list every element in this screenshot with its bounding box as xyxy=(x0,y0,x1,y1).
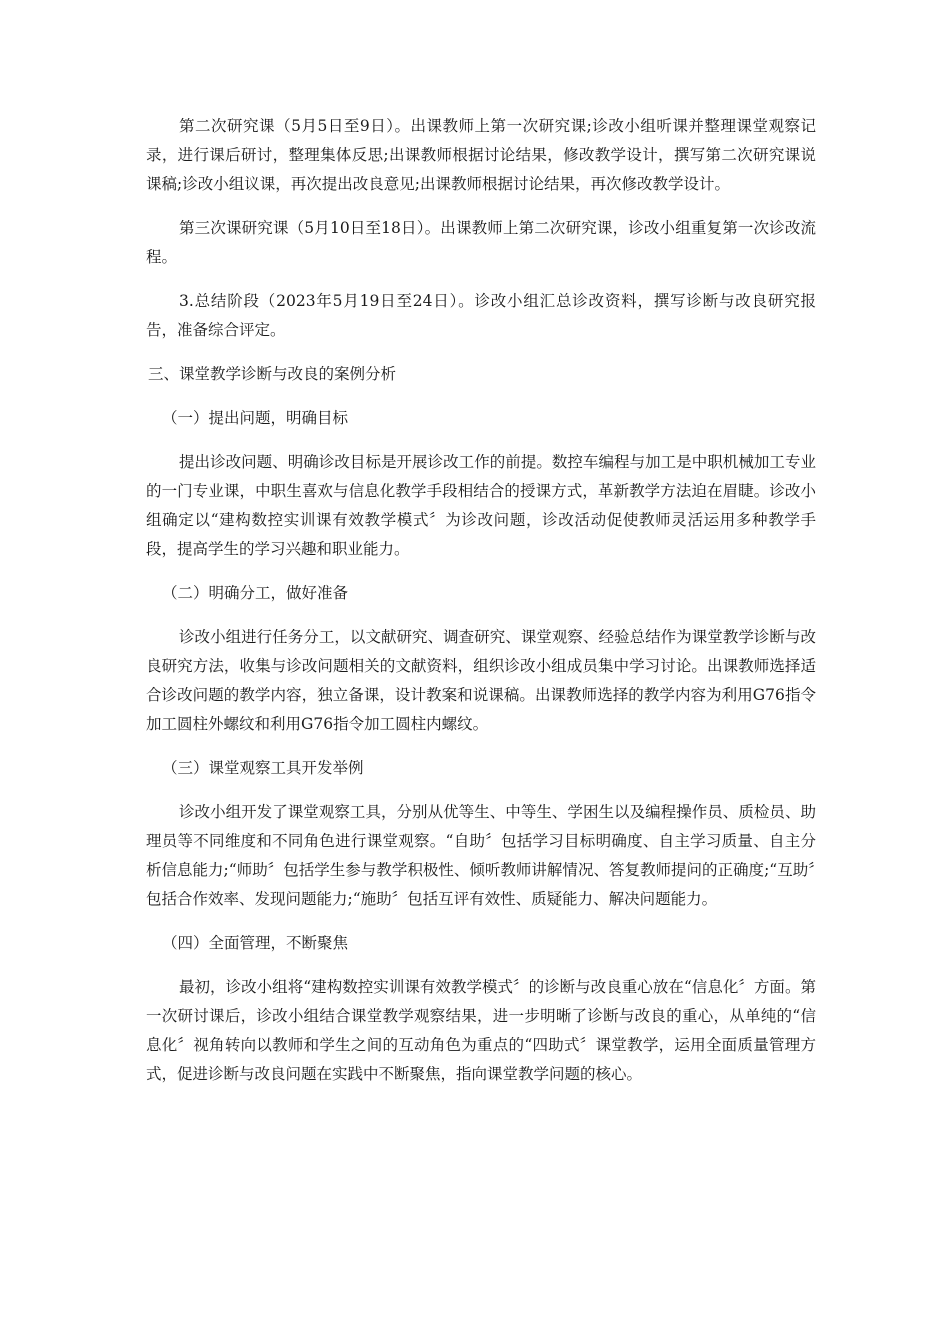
subsection-heading-4: （四）全面管理，不断聚焦 xyxy=(162,934,349,952)
paragraph-subsection-1: 提出诊改问题、明确诊改目标是开展诊改工作的前提。数控车编程与加工是中职机械加工专业的一门专业课，中职生喜欢与信息化教学手段相结合的授课方式，革新教学方法迫在眉睫。诊改小组确定以“建构数控实训课有效教学模式〞为诊改问题，诊改活动促使教师灵活运用多种教学手段，提高学生的学习兴趣和职业能力。 xyxy=(146,453,816,558)
subsection-heading-1: （一）提出问题，明确目标 xyxy=(162,409,349,427)
paragraph-summary-stage: 3.总结阶段（2023年5月19日至24日）。诊改小组汇总诊改资料，撰写诊断与改良研究报告，准备综合评定。 xyxy=(146,292,816,339)
subsection-heading-3: （三）课堂观察工具开发举例 xyxy=(162,759,364,777)
paragraph-third-research-class: 第三次课研究课（5月10日至18日）。出课教师上第二次研究课，诊改小组重复第一次诊改流程。 xyxy=(146,219,816,266)
paragraph-subsection-2: 诊改小组进行任务分工，以文献研究、调查研究、课堂观察、经验总结作为课堂教学诊断与改良研究方法，收集与诊改问题相关的文献资料，组织诊改小组成员集中学习讨论。出课教师选择适合诊改问题的教学内容，独立备课，设计教案和说课稿。出课教师选择的教学内容为利用G76指令加工圆柱外螺纹和利用G76指令加工圆柱内螺纹。 xyxy=(146,628,816,733)
subsection-heading-2: （二）明确分工，做好准备 xyxy=(162,584,349,602)
document-page xyxy=(146,112,816,1104)
section-heading-case-analysis: 三、课堂教学诊断与改良的案例分析 xyxy=(148,365,397,383)
paragraph-subsection-4: 最初，诊改小组将“建构数控实训课有效教学模式〞的诊断与改良重心放在“信息化〞方面。第一次研讨课后，诊改小组结合课堂教学观察结果，进一步明晰了诊断与改良的重心，从单纯的“信息化〞视角转向以教师和学生之间的互动角色为重点的“四助式〞课堂教学，运用全面质量管理方式，促进诊断与改良问题在实践中不断聚焦，指向课堂教学问题的核心。 xyxy=(146,978,816,1083)
paragraph-second-research-class: 第二次研究课（5月5日至9日）。出课教师上第一次研究课;诊改小组听课并整理课堂观察记录，进行课后研讨，整理集体反思;出课教师根据讨论结果，修改教学设计，撰写第二次研究课说课稿;诊改小组议课，再次提出改良意见;出课教师根据讨论结果，再次修改教学设计。 xyxy=(146,117,816,193)
paragraph-subsection-3: 诊改小组开发了课堂观察工具，分别从优等生、中等生、学困生以及编程操作员、质检员、助理员等不同维度和不同角色进行课堂观察。“自助〞包括学习目标明确度、自主学习质量、自主分析信息能力;“师助〞包括学生参与教学积极性、倾听教师讲解情况、答复教师提问的正确度;“互助〞包括合作效率、发现问题能力;“施助〞包括互评有效性、质疑能力、解决问题能力。 xyxy=(146,803,816,908)
